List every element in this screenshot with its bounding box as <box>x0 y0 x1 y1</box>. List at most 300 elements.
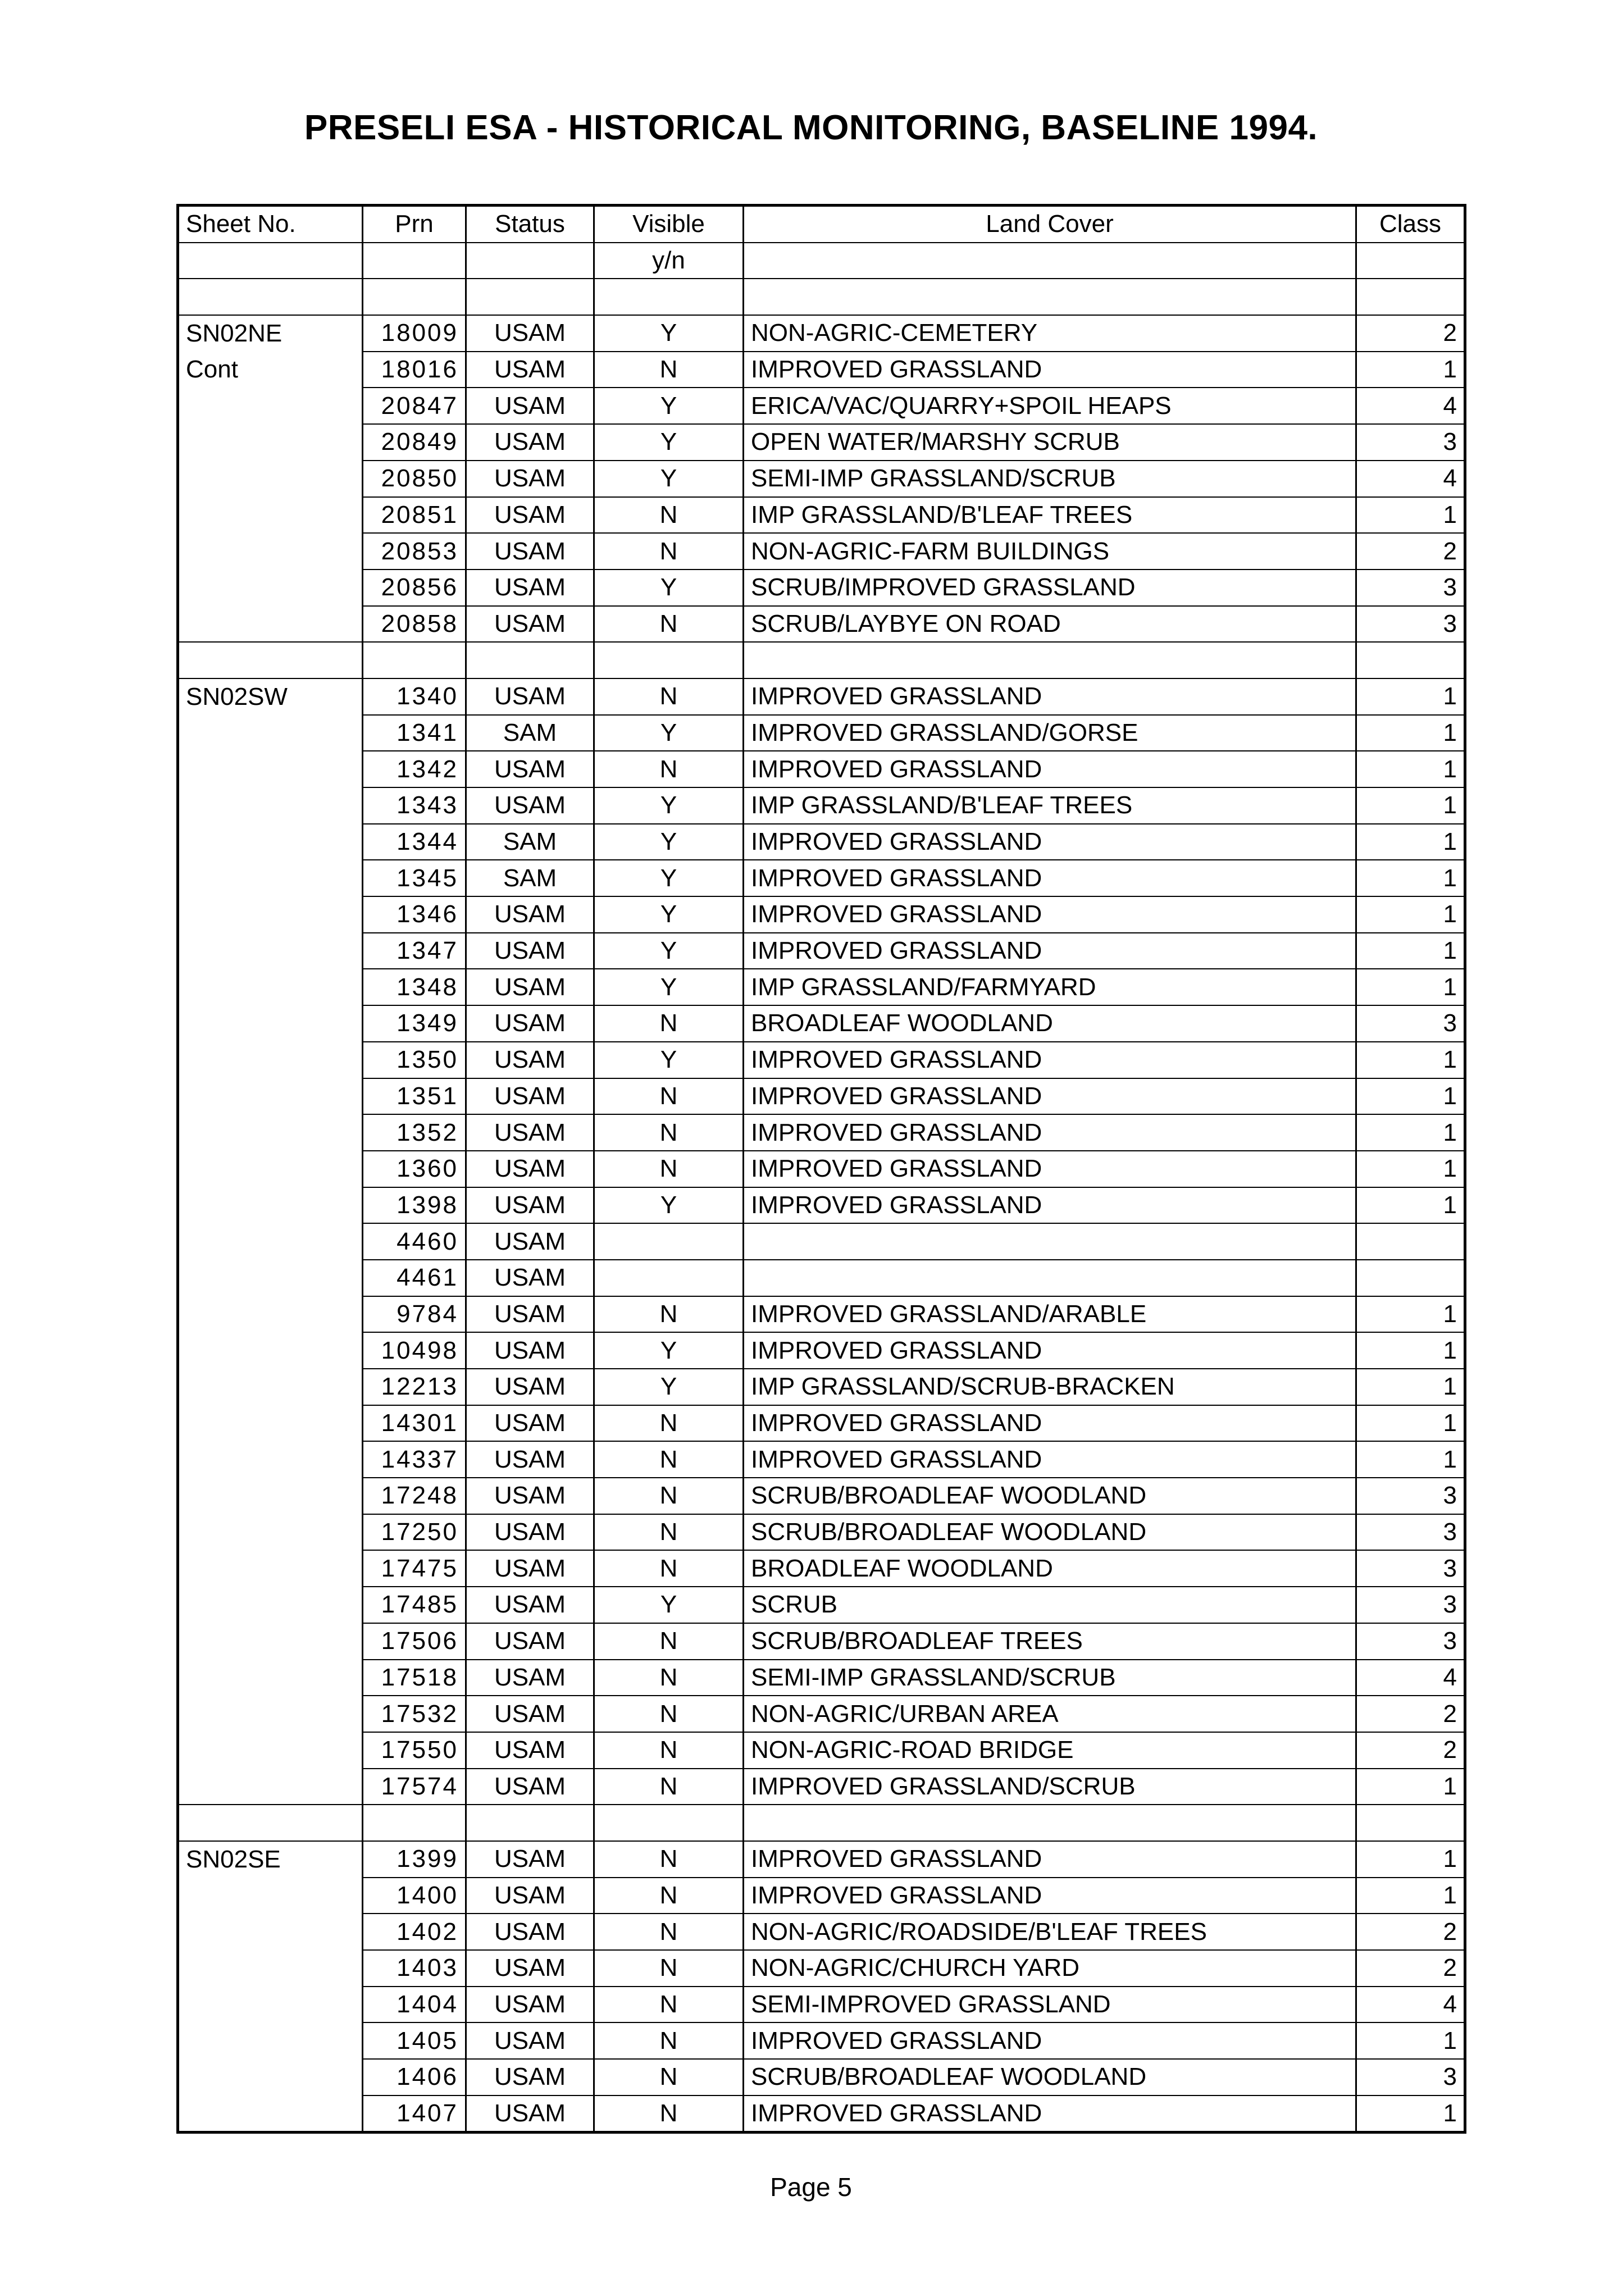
sheet-number-cell <box>178 388 363 424</box>
table-row <box>178 1914 1465 1950</box>
class-cell: 1 <box>1356 1078 1465 1115</box>
spacer-cell <box>1356 642 1465 678</box>
visible-cell: N <box>594 1478 744 1514</box>
col-header-land-cover: Land Cover <box>744 206 1356 243</box>
class-cell: 3 <box>1356 1550 1465 1587</box>
spacer-cell <box>466 642 594 678</box>
table-row <box>178 1151 1465 1187</box>
prn-cell: 20853 <box>363 533 466 570</box>
status-cell: USAM <box>466 352 594 388</box>
sheet-number-cell <box>178 533 363 570</box>
class-cell: 1 <box>1356 1441 1465 1478</box>
status-cell: USAM <box>466 1151 594 1187</box>
table-row <box>178 1260 1465 1296</box>
spacer-cell <box>1356 279 1465 315</box>
spacer-cell <box>1356 1805 1465 1841</box>
prn-cell: 1407 <box>363 2095 466 2133</box>
land-cover-cell: NON-AGRIC-CEMETERY <box>744 315 1356 352</box>
header-sub-empty <box>466 243 594 279</box>
prn-cell: 1352 <box>363 1114 466 1151</box>
visible-cell: Y <box>594 570 744 606</box>
header-row <box>178 206 1465 243</box>
status-cell: USAM <box>466 1696 594 1732</box>
status-cell: USAM <box>466 461 594 497</box>
visible-cell: N <box>594 1623 744 1660</box>
class-cell: 3 <box>1356 606 1465 643</box>
class-cell: 1 <box>1356 1405 1465 1442</box>
visible-cell: Y <box>594 896 744 933</box>
table-row <box>178 1841 1465 1878</box>
status-cell: USAM <box>466 1369 594 1405</box>
table-row <box>178 1514 1465 1551</box>
table-row <box>178 1732 1465 1769</box>
sheet-number-cell <box>178 1441 363 1478</box>
prn-cell: 1404 <box>363 1987 466 2023</box>
visible-cell: N <box>594 1151 744 1187</box>
prn-cell: 20849 <box>363 424 466 461</box>
table-row <box>178 933 1465 969</box>
sheet-number-cell <box>178 570 363 606</box>
sheet-number-cell <box>178 896 363 933</box>
visible-cell <box>594 1223 744 1260</box>
table-row <box>178 1587 1465 1623</box>
class-cell: 2 <box>1356 533 1465 570</box>
class-cell: 2 <box>1356 315 1465 352</box>
land-cover-cell: IMPROVED GRASSLAND <box>744 352 1356 388</box>
status-cell: USAM <box>466 969 594 1005</box>
prn-cell: 1406 <box>363 2059 466 2095</box>
prn-cell: 14337 <box>363 1441 466 1478</box>
visible-cell: N <box>594 751 744 787</box>
spacer-cell <box>178 642 363 678</box>
sheet-number-cell <box>178 787 363 824</box>
class-cell: 1 <box>1356 497 1465 534</box>
land-cover-cell: NON-AGRIC-ROAD BRIDGE <box>744 1732 1356 1769</box>
status-cell: USAM <box>466 1769 594 1805</box>
visible-cell: N <box>594 1296 744 1333</box>
status-cell: USAM <box>466 787 594 824</box>
status-cell: USAM <box>466 2022 594 2059</box>
sheet-cont-cell: Cont <box>178 352 363 388</box>
status-cell: USAM <box>466 606 594 643</box>
table-row <box>178 1441 1465 1478</box>
status-cell: USAM <box>466 315 594 352</box>
table-row <box>178 606 1465 643</box>
table-row <box>178 1223 1465 1260</box>
land-cover-cell: IMPROVED GRASSLAND <box>744 1078 1356 1115</box>
prn-cell: 1348 <box>363 969 466 1005</box>
col-header-prn: Prn <box>363 206 466 243</box>
land-cover-cell: NON-AGRIC-FARM BUILDINGS <box>744 533 1356 570</box>
status-cell: USAM <box>466 1950 594 1987</box>
visible-cell: N <box>594 533 744 570</box>
table-row <box>178 533 1465 570</box>
sheet-number-cell <box>178 1296 363 1333</box>
status-cell: USAM <box>466 2059 594 2095</box>
land-cover-cell: IMP GRASSLAND/SCRUB-BRACKEN <box>744 1369 1356 1405</box>
land-cover-cell <box>744 1223 1356 1260</box>
visible-cell: N <box>594 2095 744 2133</box>
prn-cell: 20850 <box>363 461 466 497</box>
visible-cell: Y <box>594 715 744 751</box>
spacer-cell <box>178 1805 363 1841</box>
land-cover-cell: IMPROVED GRASSLAND/GORSE <box>744 715 1356 751</box>
class-cell: 1 <box>1356 1769 1465 1805</box>
spacer-row <box>178 279 1465 315</box>
sheet-number-cell <box>178 2095 363 2133</box>
status-cell: USAM <box>466 1841 594 1878</box>
prn-cell: 17485 <box>363 1587 466 1623</box>
sheet-number-cell <box>178 860 363 896</box>
class-cell: 1 <box>1356 896 1465 933</box>
status-cell: USAM <box>466 896 594 933</box>
table-row <box>178 1660 1465 1696</box>
table-row <box>178 860 1465 896</box>
land-cover-cell: NON-AGRIC/ROADSIDE/B'LEAF TREES <box>744 1914 1356 1950</box>
visible-cell: Y <box>594 933 744 969</box>
class-cell: 1 <box>1356 1878 1465 1914</box>
land-cover-cell: IMPROVED GRASSLAND <box>744 824 1356 860</box>
sheet-number-cell <box>178 1623 363 1660</box>
visible-cell: N <box>594 1841 744 1878</box>
prn-cell: 17574 <box>363 1769 466 1805</box>
sheet-number-cell <box>178 606 363 643</box>
land-cover-cell: NON-AGRIC/CHURCH YARD <box>744 1950 1356 1987</box>
visible-cell: N <box>594 497 744 534</box>
class-cell: 1 <box>1356 352 1465 388</box>
table-row <box>178 424 1465 461</box>
prn-cell: 1405 <box>363 2022 466 2059</box>
sheet-number-cell <box>178 1587 363 1623</box>
status-cell: USAM <box>466 1005 594 1042</box>
class-cell: 1 <box>1356 1151 1465 1187</box>
col-header-class: Class <box>1356 206 1465 243</box>
table-row <box>178 1478 1465 1514</box>
status-cell: USAM <box>466 424 594 461</box>
land-cover-cell: BROADLEAF WOODLAND <box>744 1005 1356 1042</box>
table-row <box>178 2059 1465 2095</box>
sheet-number-cell <box>178 1114 363 1151</box>
visible-cell: Y <box>594 1332 744 1369</box>
visible-cell: Y <box>594 1187 744 1224</box>
status-cell: USAM <box>466 1405 594 1442</box>
status-cell: USAM <box>466 1114 594 1151</box>
spacer-row <box>178 642 1465 678</box>
class-cell: 1 <box>1356 2095 1465 2133</box>
visible-cell: N <box>594 1950 744 1987</box>
table-row <box>178 1005 1465 1042</box>
sheet-number-cell <box>178 1550 363 1587</box>
visible-cell: N <box>594 1078 744 1115</box>
status-cell: SAM <box>466 715 594 751</box>
sheet-number-cell <box>178 1769 363 1805</box>
visible-cell <box>594 1260 744 1296</box>
land-cover-cell: IMPROVED GRASSLAND <box>744 1114 1356 1151</box>
prn-cell: 14301 <box>363 1405 466 1442</box>
status-cell: USAM <box>466 497 594 534</box>
land-cover-cell: IMP GRASSLAND/B'LEAF TREES <box>744 787 1356 824</box>
sheet-number-cell <box>178 497 363 534</box>
page-title: PRESELI ESA - HISTORICAL MONITORING, BASELINE 1994. <box>304 108 1318 147</box>
spacer-cell <box>363 279 466 315</box>
visible-cell: N <box>594 1696 744 1732</box>
prn-cell: 1347 <box>363 933 466 969</box>
class-cell: 1 <box>1356 1369 1465 1405</box>
class-cell: 1 <box>1356 933 1465 969</box>
status-cell: USAM <box>466 1987 594 2023</box>
class-cell: 3 <box>1356 424 1465 461</box>
sheet-number-cell <box>178 1696 363 1732</box>
prn-cell: 17475 <box>363 1550 466 1587</box>
sheet-number-cell <box>178 1005 363 1042</box>
visible-cell: Y <box>594 1042 744 1078</box>
land-cover-cell: IMPROVED GRASSLAND <box>744 1332 1356 1369</box>
prn-cell: 17532 <box>363 1696 466 1732</box>
visible-cell: N <box>594 1732 744 1769</box>
table-row <box>178 1623 1465 1660</box>
visible-cell: N <box>594 1114 744 1151</box>
status-cell: USAM <box>466 570 594 606</box>
sheet-number-cell <box>178 969 363 1005</box>
table-row <box>178 969 1465 1005</box>
spacer-cell <box>466 279 594 315</box>
col-header-sheet: Sheet No. <box>178 206 363 243</box>
table-row <box>178 461 1465 497</box>
table-row <box>178 1187 1465 1224</box>
land-cover-cell: NON-AGRIC/URBAN AREA <box>744 1696 1356 1732</box>
land-cover-cell: IMP GRASSLAND/FARMYARD <box>744 969 1356 1005</box>
status-cell: USAM <box>466 1514 594 1551</box>
status-cell: USAM <box>466 1550 594 1587</box>
class-cell: 4 <box>1356 461 1465 497</box>
sheet-number-cell: SN02SE <box>178 1841 363 1878</box>
class-cell: 2 <box>1356 1696 1465 1732</box>
class-cell: 1 <box>1356 1042 1465 1078</box>
prn-cell: 4461 <box>363 1260 466 1296</box>
sheet-number-cell <box>178 1914 363 1950</box>
class-cell: 4 <box>1356 1660 1465 1696</box>
spacer-cell <box>594 279 744 315</box>
prn-cell: 1341 <box>363 715 466 751</box>
class-cell: 1 <box>1356 2022 1465 2059</box>
prn-cell: 17250 <box>363 1514 466 1551</box>
spacer-cell <box>744 1805 1356 1841</box>
prn-cell: 1402 <box>363 1914 466 1950</box>
table-row <box>178 678 1465 715</box>
prn-cell: 10498 <box>363 1332 466 1369</box>
land-cover-cell: IMP GRASSLAND/B'LEAF TREES <box>744 497 1356 534</box>
sheet-number-cell <box>178 1950 363 1987</box>
sheet-number-cell <box>178 1151 363 1187</box>
class-cell: 3 <box>1356 1005 1465 1042</box>
prn-cell: 1343 <box>363 787 466 824</box>
spacer-cell <box>594 642 744 678</box>
status-cell: USAM <box>466 1660 594 1696</box>
status-cell: USAM <box>466 1223 594 1260</box>
prn-cell: 1350 <box>363 1042 466 1078</box>
visible-cell: N <box>594 2022 744 2059</box>
table-row <box>178 2022 1465 2059</box>
spacer-cell <box>363 642 466 678</box>
status-cell: USAM <box>466 1587 594 1623</box>
visible-cell: N <box>594 1405 744 1442</box>
land-cover-cell: SEMI-IMP GRASSLAND/SCRUB <box>744 461 1356 497</box>
visible-cell: N <box>594 352 744 388</box>
spacer-cell <box>466 1805 594 1841</box>
land-cover-cell: SEMI-IMP GRASSLAND/SCRUB <box>744 1660 1356 1696</box>
prn-cell: 12213 <box>363 1369 466 1405</box>
status-cell: USAM <box>466 1732 594 1769</box>
status-cell: USAM <box>466 1914 594 1950</box>
table-row <box>178 1950 1465 1987</box>
table-row <box>178 1332 1465 1369</box>
prn-cell: 1340 <box>363 678 466 715</box>
land-cover-cell: IMPROVED GRASSLAND <box>744 933 1356 969</box>
sheet-number-cell <box>178 715 363 751</box>
class-cell: 1 <box>1356 751 1465 787</box>
sheet-number-cell <box>178 424 363 461</box>
table-row <box>178 1769 1465 1805</box>
visible-cell: Y <box>594 388 744 424</box>
visible-cell: N <box>594 1441 744 1478</box>
header-sub-empty <box>744 243 1356 279</box>
prn-cell: 1349 <box>363 1005 466 1042</box>
class-cell: 3 <box>1356 1514 1465 1551</box>
class-cell: 1 <box>1356 969 1465 1005</box>
prn-cell: 1345 <box>363 860 466 896</box>
class-cell: 3 <box>1356 570 1465 606</box>
col-header-visible: Visible <box>594 206 744 243</box>
header-sub-empty <box>178 243 363 279</box>
land-cover-cell: SCRUB/BROADLEAF WOODLAND <box>744 1514 1356 1551</box>
land-cover-cell: IMPROVED GRASSLAND/SCRUB <box>744 1769 1356 1805</box>
sheet-number-cell <box>178 1332 363 1369</box>
table-row <box>178 715 1465 751</box>
status-cell: USAM <box>466 678 594 715</box>
land-cover-cell: IMPROVED GRASSLAND <box>744 1405 1356 1442</box>
class-cell: 2 <box>1356 1732 1465 1769</box>
land-cover-cell: IMPROVED GRASSLAND <box>744 1042 1356 1078</box>
visible-cell: Y <box>594 424 744 461</box>
class-cell: 1 <box>1356 787 1465 824</box>
class-cell: 2 <box>1356 1914 1465 1950</box>
land-cover-cell: SCRUB/BROADLEAF WOODLAND <box>744 2059 1356 2095</box>
land-cover-cell: IMPROVED GRASSLAND <box>744 1441 1356 1478</box>
visible-cell: Y <box>594 1369 744 1405</box>
class-cell: 1 <box>1356 1187 1465 1224</box>
table-row <box>178 1114 1465 1151</box>
sheet-number-cell <box>178 824 363 860</box>
table-row <box>178 824 1465 860</box>
sheet-number-cell <box>178 1187 363 1224</box>
land-cover-cell: IMPROVED GRASSLAND <box>744 896 1356 933</box>
class-cell: 3 <box>1356 1478 1465 1514</box>
status-cell: USAM <box>466 533 594 570</box>
status-cell: USAM <box>466 1478 594 1514</box>
sheet-number-cell <box>178 1660 363 1696</box>
table-row <box>178 1042 1465 1078</box>
prn-cell: 1399 <box>363 1841 466 1878</box>
visible-cell: Y <box>594 315 744 352</box>
sheet-number-cell <box>178 1987 363 2023</box>
visible-cell: Y <box>594 461 744 497</box>
prn-cell: 18009 <box>363 315 466 352</box>
sheet-number-cell <box>178 1223 363 1260</box>
prn-cell: 1400 <box>363 1878 466 1914</box>
land-cover-cell: IMPROVED GRASSLAND <box>744 1841 1356 1878</box>
land-cover-cell: IMPROVED GRASSLAND <box>744 678 1356 715</box>
land-cover-cell: BROADLEAF WOODLAND <box>744 1550 1356 1587</box>
visible-cell: Y <box>594 860 744 896</box>
col-header-visible-sub: y/n <box>594 243 744 279</box>
sheet-number-cell <box>178 1369 363 1405</box>
land-cover-cell: IMPROVED GRASSLAND <box>744 1187 1356 1224</box>
prn-cell: 1351 <box>363 1078 466 1115</box>
visible-cell: N <box>594 1660 744 1696</box>
sheet-number-cell: SN02SW <box>178 678 363 715</box>
status-cell: USAM <box>466 1187 594 1224</box>
sheet-number-cell <box>178 1078 363 1115</box>
class-cell: 4 <box>1356 1987 1465 2023</box>
prn-cell: 17550 <box>363 1732 466 1769</box>
prn-cell: 1398 <box>363 1187 466 1224</box>
land-cover-cell: OPEN WATER/MARSHY SCRUB <box>744 424 1356 461</box>
visible-cell: N <box>594 1514 744 1551</box>
table-row <box>178 352 1465 388</box>
prn-cell: 20851 <box>363 497 466 534</box>
sheet-number-cell <box>178 1478 363 1514</box>
status-cell: USAM <box>466 1441 594 1478</box>
table-row <box>178 1296 1465 1333</box>
class-cell: 4 <box>1356 388 1465 424</box>
monitoring-table <box>176 204 1466 2134</box>
class-cell: 1 <box>1356 1841 1465 1878</box>
land-cover-cell: SCRUB/LAYBYE ON ROAD <box>744 606 1356 643</box>
sheet-number-cell <box>178 1732 363 1769</box>
table-row <box>178 751 1465 787</box>
sheet-number-cell <box>178 1260 363 1296</box>
land-cover-cell: IMPROVED GRASSLAND <box>744 751 1356 787</box>
spacer-cell <box>594 1805 744 1841</box>
table-row <box>178 1078 1465 1115</box>
class-cell: 1 <box>1356 860 1465 896</box>
land-cover-cell: SCRUB/BROADLEAF WOODLAND <box>744 1478 1356 1514</box>
land-cover-cell: IMPROVED GRASSLAND <box>744 1878 1356 1914</box>
visible-cell: Y <box>594 787 744 824</box>
prn-cell: 17248 <box>363 1478 466 1514</box>
visible-cell: N <box>594 1769 744 1805</box>
land-cover-cell: SCRUB <box>744 1587 1356 1623</box>
prn-cell: 20847 <box>363 388 466 424</box>
spacer-row <box>178 1805 1465 1841</box>
table-row <box>178 570 1465 606</box>
status-cell: USAM <box>466 1078 594 1115</box>
class-cell: 3 <box>1356 2059 1465 2095</box>
status-cell: USAM <box>466 1296 594 1333</box>
visible-cell: N <box>594 1878 744 1914</box>
class-cell: 1 <box>1356 715 1465 751</box>
prn-cell: 1344 <box>363 824 466 860</box>
visible-cell: N <box>594 606 744 643</box>
status-cell: USAM <box>466 1332 594 1369</box>
table-row <box>178 1987 1465 2023</box>
status-cell: USAM <box>466 751 594 787</box>
land-cover-cell: IMPROVED GRASSLAND <box>744 860 1356 896</box>
table-row <box>178 1369 1465 1405</box>
class-cell: 3 <box>1356 1623 1465 1660</box>
prn-cell: 1360 <box>363 1151 466 1187</box>
status-cell: USAM <box>466 1042 594 1078</box>
